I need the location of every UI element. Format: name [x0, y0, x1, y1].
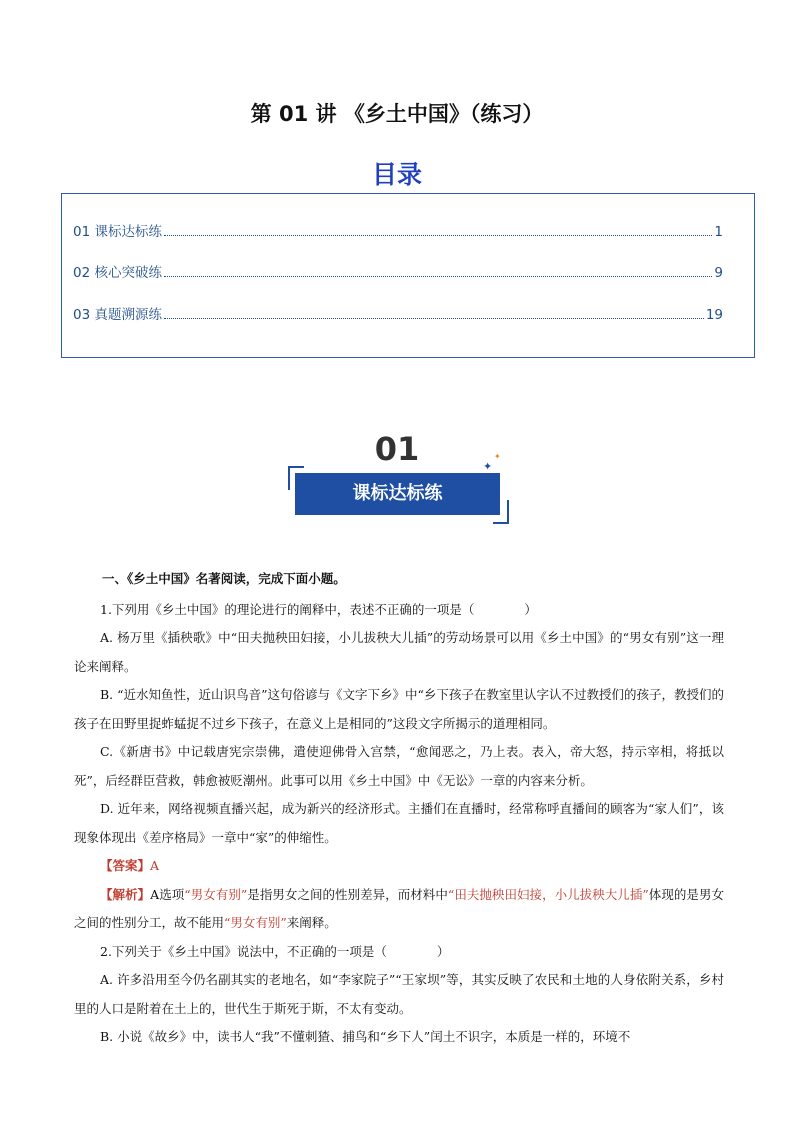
answer-line	[74, 852, 724, 881]
banner-bracket-right	[493, 500, 509, 524]
exercise-content	[74, 565, 724, 1052]
toc-item-page: 9	[714, 265, 723, 281]
analysis-text: A选项	[150, 886, 185, 902]
table-of-contents	[61, 193, 755, 358]
analysis-quote: “男女有别”	[184, 886, 248, 902]
section-number: 01	[374, 430, 420, 468]
section-heading: 一、《乡土中国》名著阅读，完成下面小题。	[102, 571, 346, 586]
option-a: A. 杨万里《插秧歌》中“田夫抛秧田妇接，小儿拔秧大儿插”的劳动场景可以用《乡土中国》的“男女有别”这一理论来阐释。	[74, 630, 724, 674]
analysis-tag: 【解析】	[100, 886, 151, 902]
toc-item-label: 03 真题溯源练	[73, 307, 162, 323]
analysis-text: 是指男女之间的性别差异，而材料中	[247, 886, 448, 902]
analysis-paragraph	[74, 881, 724, 938]
option-b: B. 小说《故乡》中，读书人“我”不懂刺猹、捕鸟和“乡下人”闰土不识字，本质是一样的，环境不	[100, 1029, 631, 1044]
analysis-quote: “男女有别”	[224, 915, 287, 930]
toc-item-page: 19	[705, 307, 723, 323]
toc-leader-dots	[164, 235, 712, 236]
option-a: A. 许多沿用至今仍名副其实的老地名，如“李家院子”“王家坝”等，其实反映了农民和土地的人身依附关系，乡村里的人口是附着在土上的，世代生于斯死于斯，不太有变动。	[74, 972, 724, 1016]
toc-item-label: 01 课标达标练	[73, 224, 162, 240]
question-stem: 1.下列用《乡土中国》的理论进行的阐释中，表述不正确的一项是（ ）	[100, 601, 537, 617]
answer-tag: 【答案】	[100, 858, 151, 873]
sparkle-icon: ✦	[483, 460, 493, 473]
option-d: D. 近年来，网络视频直播兴起，成为新兴的经济形式。主播们在直播时，经常称呼直播间的顾客为“家人们”，该现象体现出《差序格局》一章中“家”的伸缩性。	[74, 801, 724, 845]
question-stem: 2.下列关于《乡土中国》说法中，不正确的一项是（ ）	[100, 943, 450, 959]
page-title: 第 01 讲 《乡土中国》（练习）	[250, 102, 544, 126]
toc-item-label: 02 核心突破练	[73, 265, 162, 281]
option-b: B. “近水知鱼性，近山识鸟音”这句俗谚与《文字下乡》中“乡下孩子在教室里认字认不过教授们的孩子，教授们的孩子在田野里捉蚱蜢捉不过乡下孩子，在意义上是相同的”这段文字所揭示的道理相同。	[74, 687, 724, 731]
toc-leader-dots	[164, 276, 712, 277]
toc-item-3[interactable]	[73, 303, 723, 323]
answer-value: A	[150, 858, 160, 873]
toc-item-1[interactable]	[73, 220, 723, 240]
toc-heading: 目录	[371, 160, 422, 189]
sparkle-icon: ✦	[494, 452, 501, 461]
toc-item-2[interactable]	[73, 261, 723, 281]
option-c: C.《新唐书》中记载唐宪宗崇佛，遣使迎佛骨入宫禁，“愈闻恶之，乃上表。表入，帝大怒，持示宰相，将抵以死”，后经群臣营救，韩愈被贬潮州。此事可以用《乡土中国》中《无讼》一章的内容来分析。	[74, 744, 724, 788]
section-banner: 课标达标练	[295, 473, 500, 515]
analysis-quote: “田夫抛秧田妇接，小儿拔秧大儿插”	[447, 886, 649, 902]
toc-item-page: 1	[714, 224, 723, 240]
analysis-text: 来阐释。	[286, 915, 337, 930]
toc-leader-dots	[164, 318, 704, 319]
analysis-text: 体现的是男女之间的性别分工，故不能用	[74, 886, 724, 930]
